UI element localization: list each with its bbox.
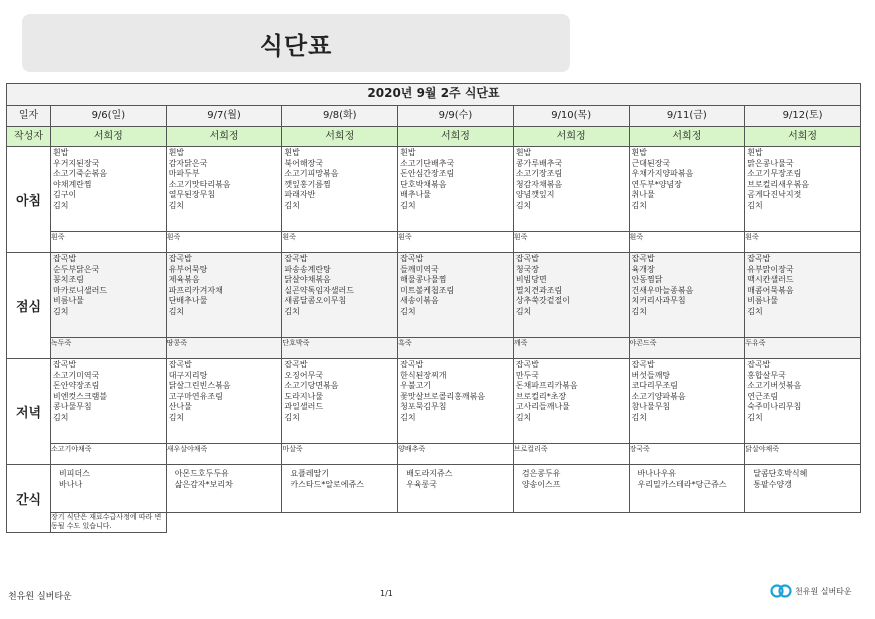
menu-item: 들깨미역국	[400, 264, 439, 274]
menu-item: 흰밥	[400, 148, 416, 157]
menu-item: 김치	[515, 200, 532, 210]
menu-item: 만두국	[515, 370, 539, 380]
menu-item: 실곤약톡임자샐러드	[284, 285, 354, 295]
page-title-box	[22, 14, 570, 72]
menu-item: 잡곡밥	[631, 360, 655, 369]
menu-cell	[282, 359, 398, 444]
porridge-cell: 흰죽	[282, 232, 398, 253]
menu-item: 해물콩나물찜	[400, 275, 447, 284]
menu-item: 감자닭은국	[168, 158, 208, 168]
menu-item: 소고기미역국	[53, 370, 100, 380]
menu-item: 김치	[168, 200, 185, 210]
menu-cell	[745, 253, 861, 338]
menu-cell	[398, 147, 514, 232]
menu-item: 멸치견과조림	[515, 285, 563, 295]
menu-item: 김치	[284, 306, 300, 316]
porridge-cell: 깨죽	[513, 338, 629, 359]
menu-item: 요플레딸기	[290, 469, 330, 478]
menu-item: 청국장	[515, 264, 539, 274]
menu-item: 소고기피망볶음	[284, 169, 339, 178]
menu-item: 파프리카겨자채	[168, 285, 223, 295]
date-header: 일자	[7, 106, 51, 127]
menu-item: 김치	[284, 412, 300, 422]
menu-item: 김치	[515, 306, 532, 316]
date-cell: 9/8(화)	[282, 106, 398, 127]
menu-item: 비피더스	[59, 469, 90, 478]
menu-item: 통팥수양갱	[753, 480, 792, 489]
menu-cell	[513, 465, 629, 513]
menu-item: 흰밥	[168, 148, 185, 157]
menu-cell	[513, 147, 629, 232]
menu-item: 소고기버섯볶음	[747, 381, 802, 390]
page-title: 식단표	[259, 31, 333, 60]
menu-cell	[398, 359, 514, 444]
menu-item: 소고기장조림	[515, 169, 563, 178]
menu-item: 김치	[747, 306, 763, 316]
menu-item: 육개장	[631, 264, 655, 274]
menu-item: 우불고기	[400, 381, 432, 390]
menu-item: 흰밥	[53, 148, 69, 157]
date-cell: 9/9(수)	[398, 106, 514, 127]
writer-cell: 서희정	[745, 127, 861, 147]
menu-item: 곰게다진낙지젓	[747, 190, 802, 199]
menu-item: 야채계란찜	[53, 179, 92, 189]
lunch-row	[7, 253, 861, 338]
menu-item: 브로컬리*초장	[515, 391, 567, 401]
menu-item: 닭살그린빈스볶음	[168, 381, 231, 390]
menu-item: 맑은콩나물국	[747, 158, 794, 168]
menu-item: 삶은감자*보리차	[174, 480, 233, 489]
menu-item: 맥시칸샐러드	[747, 275, 794, 284]
menu-item: 안동찜닭	[631, 275, 663, 284]
menu-item: 연두부*양념장	[631, 179, 682, 189]
menu-item: 우리밀카스테라*당근쥬스	[637, 480, 727, 489]
menu-cell	[745, 465, 861, 513]
menu-item: 돈안약장조림	[53, 381, 100, 390]
dinner-porridge-row	[7, 444, 861, 465]
menu-item: 흰밥	[747, 148, 763, 157]
porridge-cell: 야콘드죽	[629, 338, 745, 359]
menu-item: 단배추나물	[168, 296, 208, 305]
menu-item: 숙주미나리무침	[747, 402, 802, 411]
meal-label-dinner: 저녁	[7, 359, 51, 465]
menu-item: 김치	[400, 412, 416, 422]
menu-item: 우거지된장국	[53, 158, 100, 168]
porridge-cell: 닭살야채죽	[745, 444, 861, 465]
menu-item: 홍합살무국	[747, 370, 786, 380]
menu-item: 잡곡밥	[168, 254, 192, 263]
menu-item: 우채가지양파볶음	[631, 169, 694, 178]
writer-row	[7, 127, 861, 147]
menu-cell	[51, 359, 167, 444]
porridge-cell: 흑죽	[398, 338, 514, 359]
menu-item: 김치	[284, 200, 300, 210]
menu-item: 김치	[168, 306, 185, 316]
menu-item: 꽁치조림	[53, 275, 84, 284]
breakfast-row	[7, 147, 861, 232]
menu-item: 도라지나물	[284, 391, 324, 401]
porridge-cell: 흰죽	[745, 232, 861, 253]
menu-item: 깻잎홍기름찜	[284, 179, 331, 189]
porridge-cell: 흰죽	[513, 232, 629, 253]
menu-item: 파송송계란탕	[284, 264, 331, 274]
menu-item: 김치	[168, 412, 185, 422]
writer-cell: 서희정	[51, 127, 167, 147]
menu-item: 코다리무조림	[631, 381, 678, 390]
porridge-cell: 녹두죽	[51, 338, 167, 359]
page-number: 1/1	[380, 589, 393, 598]
menu-item: 대구지리탕	[168, 370, 208, 380]
menu-item: 잡곡밥	[400, 254, 424, 263]
menu-item: 순두부닭은국	[53, 264, 100, 274]
menu-item: 마카로니샐러드	[53, 285, 108, 295]
menu-item: 치커리사과무침	[631, 296, 686, 305]
menu-cell	[51, 147, 167, 232]
footer-org-name: 천유원 실버타운	[8, 592, 72, 602]
menu-item: 제육볶음	[168, 275, 200, 284]
menu-item: 건새우마늘종볶음	[631, 285, 694, 295]
menu-item: 새콤달콤오이무침	[284, 296, 347, 305]
menu-item: 과일샐러드	[284, 402, 324, 411]
meal-label-breakfast: 아침	[7, 147, 51, 253]
porridge-cell: 흰죽	[398, 232, 514, 253]
writer-header: 작성자	[7, 127, 51, 147]
table-caption-row	[7, 84, 861, 106]
menu-item: 고구마연유조림	[168, 391, 223, 401]
snack-row	[7, 465, 861, 513]
date-cell: 9/10(목)	[513, 106, 629, 127]
menu-item: 상추쑥갓겉절이	[515, 296, 570, 305]
menu-item: 잡곡밥	[747, 360, 771, 369]
porridge-cell: 흰죽	[51, 232, 167, 253]
menu-item: 산나물	[168, 402, 192, 411]
menu-item: 달콤단호박식혜	[753, 469, 808, 478]
menu-item: 잡곡밥	[53, 254, 77, 263]
porridge-cell: 단호박죽	[282, 338, 398, 359]
menu-item: 잡곡밥	[515, 254, 539, 263]
note-spacer	[166, 513, 860, 533]
meal-plan-table	[6, 83, 861, 533]
menu-item: 김치	[515, 412, 532, 422]
note-row	[7, 513, 861, 533]
menu-item: 잡곡밥	[400, 360, 424, 369]
writer-cell: 서희정	[629, 127, 745, 147]
menu-cell	[745, 359, 861, 444]
logo-icon	[770, 583, 792, 599]
menu-item: 흰밥	[515, 148, 532, 157]
porridge-cell: 두유죽	[745, 338, 861, 359]
menu-item: 매콤어묵볶음	[747, 285, 794, 295]
menu-item: 김치	[53, 412, 69, 422]
table-caption: 2020년 9월 2주 식단표	[7, 84, 861, 106]
menu-item: 근대된장국	[631, 158, 671, 168]
meal-label-lunch: 점심	[7, 253, 51, 359]
menu-item: 우육롱국	[406, 480, 438, 489]
porridge-cell: 장국죽	[629, 444, 745, 465]
menu-item: 바나나	[59, 480, 83, 489]
menu-item: 북어해장국	[284, 158, 324, 168]
menu-item: 잡곡밥	[515, 360, 539, 369]
menu-cell	[745, 147, 861, 232]
menu-item: 취나물	[631, 190, 655, 199]
menu-item: 양송이스프	[521, 480, 561, 489]
menu-item: 미트볼케첩조림	[400, 285, 455, 295]
menu-item: 김치	[400, 200, 416, 210]
menu-item: 배도라지쥬스	[406, 469, 453, 478]
menu-item: 잡곡밥	[53, 360, 77, 369]
menu-item: 버섯들깨탕	[631, 370, 671, 380]
menu-item: 김치	[400, 306, 416, 316]
writer-cell: 서희정	[282, 127, 398, 147]
menu-item: 단호박채볶음	[400, 179, 447, 189]
menu-item: 김치	[53, 306, 69, 316]
menu-item: 김치	[53, 200, 69, 210]
menu-item: 김치	[631, 306, 647, 316]
menu-item: 새송이볶음	[400, 296, 439, 305]
menu-item: 김구이	[53, 190, 77, 199]
lunch-porridge-row	[7, 338, 861, 359]
porridge-cell: 흰죽	[166, 232, 282, 253]
writer-cell: 서희정	[513, 127, 629, 147]
menu-item: 닭살야채볶음	[284, 275, 331, 284]
menu-item: 마파두부	[168, 169, 200, 178]
date-cell: 9/7(월)	[166, 106, 282, 127]
porridge-cell: 소고기야채죽	[51, 444, 167, 465]
menu-cell	[166, 465, 282, 513]
menu-cell	[51, 253, 167, 338]
menu-cell	[629, 465, 745, 513]
porridge-cell: 양배추죽	[398, 444, 514, 465]
menu-item: 김치	[631, 412, 647, 422]
menu-item: 소고기단배추국	[400, 158, 455, 168]
menu-item: 잡곡밥	[747, 254, 771, 263]
menu-cell	[282, 253, 398, 338]
menu-item: 아몬드호두두유	[174, 469, 229, 478]
menu-item: 콩가루배추국	[515, 158, 563, 168]
menu-cell	[629, 359, 745, 444]
menu-item: 흰밥	[631, 148, 647, 157]
menu-item: 비름나물	[53, 296, 84, 305]
menu-item: 한식된장찌개	[400, 370, 447, 380]
menu-item: 유부어묵탕	[168, 264, 208, 274]
menu-item: 브로컬리새우볶음	[747, 179, 810, 189]
menu-cell	[513, 359, 629, 444]
menu-item: 김치	[747, 412, 763, 422]
menu-item: 열무된장무침	[168, 190, 216, 199]
date-cell: 9/11(금)	[629, 106, 745, 127]
menu-cell	[282, 465, 398, 513]
menu-cell	[398, 253, 514, 338]
writer-cell: 서희정	[398, 127, 514, 147]
date-cell: 9/6(일)	[51, 106, 167, 127]
menu-change-note: 장기 식단은 재료수급사정에 따라 변동될 수도 있습니다.	[51, 513, 167, 533]
menu-item: 유부맑이장국	[747, 264, 794, 274]
menu-item: 잡곡밥	[631, 254, 655, 263]
menu-item: 잡곡밥	[284, 254, 308, 263]
menu-item: 비름나물	[747, 296, 779, 305]
menu-item: 꽃맛살브로콜리홍깨볶음	[400, 391, 486, 401]
menu-cell	[51, 465, 167, 513]
date-row	[7, 106, 861, 127]
menu-cell	[629, 253, 745, 338]
menu-item: 바나나우유	[637, 469, 677, 478]
menu-item: 잡곡밥	[168, 360, 192, 369]
menu-cell	[513, 253, 629, 338]
menu-item: 카스타드*알로에쥬스	[290, 480, 364, 489]
menu-item: 청포묵김무침	[400, 402, 447, 411]
porridge-cell: 마살죽	[282, 444, 398, 465]
menu-item: 잡곡밥	[284, 360, 308, 369]
menu-cell	[282, 147, 398, 232]
menu-item: 돈채파프리카볶음	[515, 381, 578, 390]
meal-label-snack: 간식	[7, 465, 51, 533]
menu-cell	[166, 147, 282, 232]
menu-item: 검은콩두유	[521, 469, 561, 478]
date-cell: 9/12(토)	[745, 106, 861, 127]
menu-cell	[629, 147, 745, 232]
logo-text: 천유원 실버타운	[795, 586, 852, 596]
menu-item: 김치	[631, 200, 647, 210]
menu-item: 소고기양파볶음	[631, 391, 686, 401]
menu-item: 고사리들깨나물	[515, 402, 570, 411]
menu-item: 오징어무국	[284, 370, 324, 380]
porridge-cell: 땅콩죽	[166, 338, 282, 359]
menu-item: 청감자채볶음	[515, 179, 563, 189]
writer-cell: 서희정	[166, 127, 282, 147]
menu-item: 돈안심간장조림	[400, 169, 455, 178]
footer-logo	[770, 583, 852, 599]
menu-item: 참나물무침	[631, 402, 671, 411]
menu-item: 연근조림	[747, 391, 779, 401]
menu-cell	[166, 359, 282, 444]
breakfast-porridge-row	[7, 232, 861, 253]
porridge-cell: 브로컬리죽	[513, 444, 629, 465]
menu-item: 흰밥	[284, 148, 300, 157]
menu-item: 비엔컷스크램블	[53, 391, 108, 401]
menu-item: 소고기죽순볶음	[53, 169, 108, 178]
menu-item: 비빔당면	[515, 275, 547, 284]
menu-cell	[166, 253, 282, 338]
menu-item: 콩나물무침	[53, 402, 92, 411]
porridge-cell: 흰죽	[629, 232, 745, 253]
menu-item: 파래자반	[284, 190, 316, 199]
menu-item: 소고기당면볶음	[284, 381, 339, 390]
dinner-row	[7, 359, 861, 444]
menu-item: 양념깻잎지	[515, 190, 555, 199]
porridge-cell: 새우살야채죽	[166, 444, 282, 465]
menu-item: 소고기맛타리볶음	[168, 179, 231, 189]
menu-item: 김치	[747, 200, 763, 210]
menu-cell	[398, 465, 514, 513]
menu-item: 배추나물	[400, 190, 432, 199]
menu-item: 소고기무장조림	[747, 169, 802, 178]
